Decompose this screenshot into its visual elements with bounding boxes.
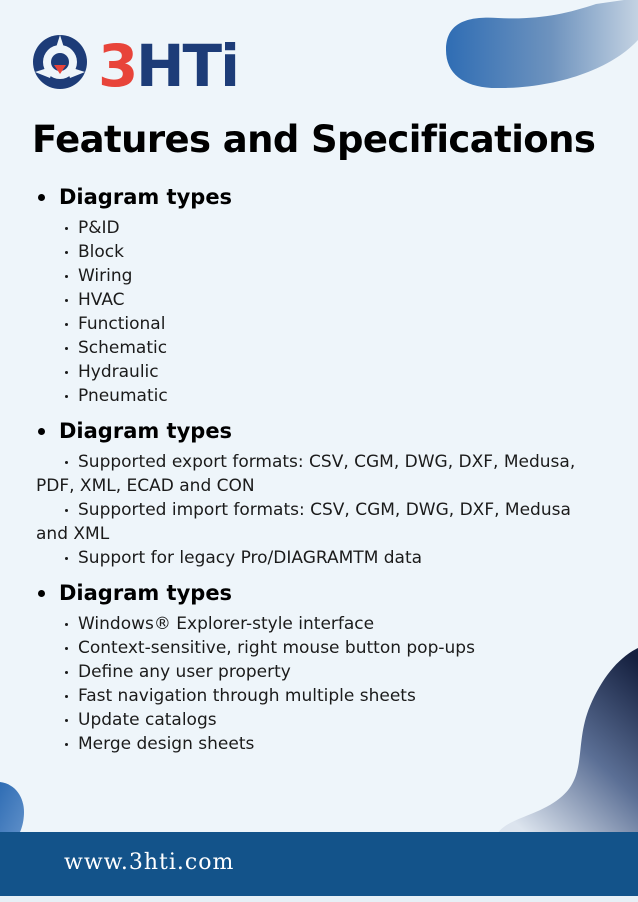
section-heading	[36, 416, 596, 446]
list-item: Fast navigation through multiple sheets	[36, 684, 596, 708]
list-item: Support for legacy Pro/DIAGRAMTM data	[36, 546, 596, 570]
section-heading	[36, 182, 596, 212]
list-item: Supported import formats: CSV, CGM, DWG, DXF, Medusa and XML	[36, 498, 596, 546]
decorative-blob-top-right	[446, 0, 638, 88]
list-item: Pneumatic	[36, 384, 596, 408]
list-item: Schematic	[36, 336, 596, 360]
list-item: Merge design sheets	[36, 732, 596, 756]
list-item: Context-sensitive, right mouse button pop-ups	[36, 636, 596, 660]
list-item: Functional	[36, 312, 596, 336]
page-title: Features and Specifications	[32, 118, 596, 161]
section-items	[36, 216, 596, 408]
section-heading-text: Diagram types	[59, 581, 233, 605]
section-items	[36, 612, 596, 756]
list-item: Update catalogs	[36, 708, 596, 732]
bullet-icon	[38, 590, 45, 597]
list-item: P&ID	[36, 216, 596, 240]
bottom-strip	[0, 896, 638, 902]
decorative-blob-left	[0, 782, 24, 832]
svg-text:HTi: HTi	[136, 32, 238, 92]
bullet-icon	[38, 194, 45, 201]
website-link[interactable]: www.3hti.com	[64, 850, 235, 875]
list-item: Block	[36, 240, 596, 264]
footer-bar	[0, 832, 638, 896]
logo-mark-icon	[32, 32, 248, 92]
section-heading-text: Diagram types	[59, 185, 233, 209]
list-item: Windows® Explorer-style interface	[36, 612, 596, 636]
brand-logo	[32, 32, 248, 92]
section-items	[36, 450, 596, 570]
section-heading-text: Diagram types	[59, 419, 233, 443]
svg-text:3: 3	[98, 32, 137, 92]
features-list	[36, 182, 596, 764]
section-diagram-types	[36, 182, 596, 408]
list-item: Define any user property	[36, 660, 596, 684]
list-item: Supported export formats: CSV, CGM, DWG, DXF, Medusa, PDF, XML, ECAD and CON	[36, 450, 596, 498]
section-interface	[36, 578, 596, 756]
list-item: Hydraulic	[36, 360, 596, 384]
list-item: HVAC	[36, 288, 596, 312]
section-heading	[36, 578, 596, 608]
list-item: Wiring	[36, 264, 596, 288]
section-formats	[36, 416, 596, 570]
bullet-icon	[38, 428, 45, 435]
